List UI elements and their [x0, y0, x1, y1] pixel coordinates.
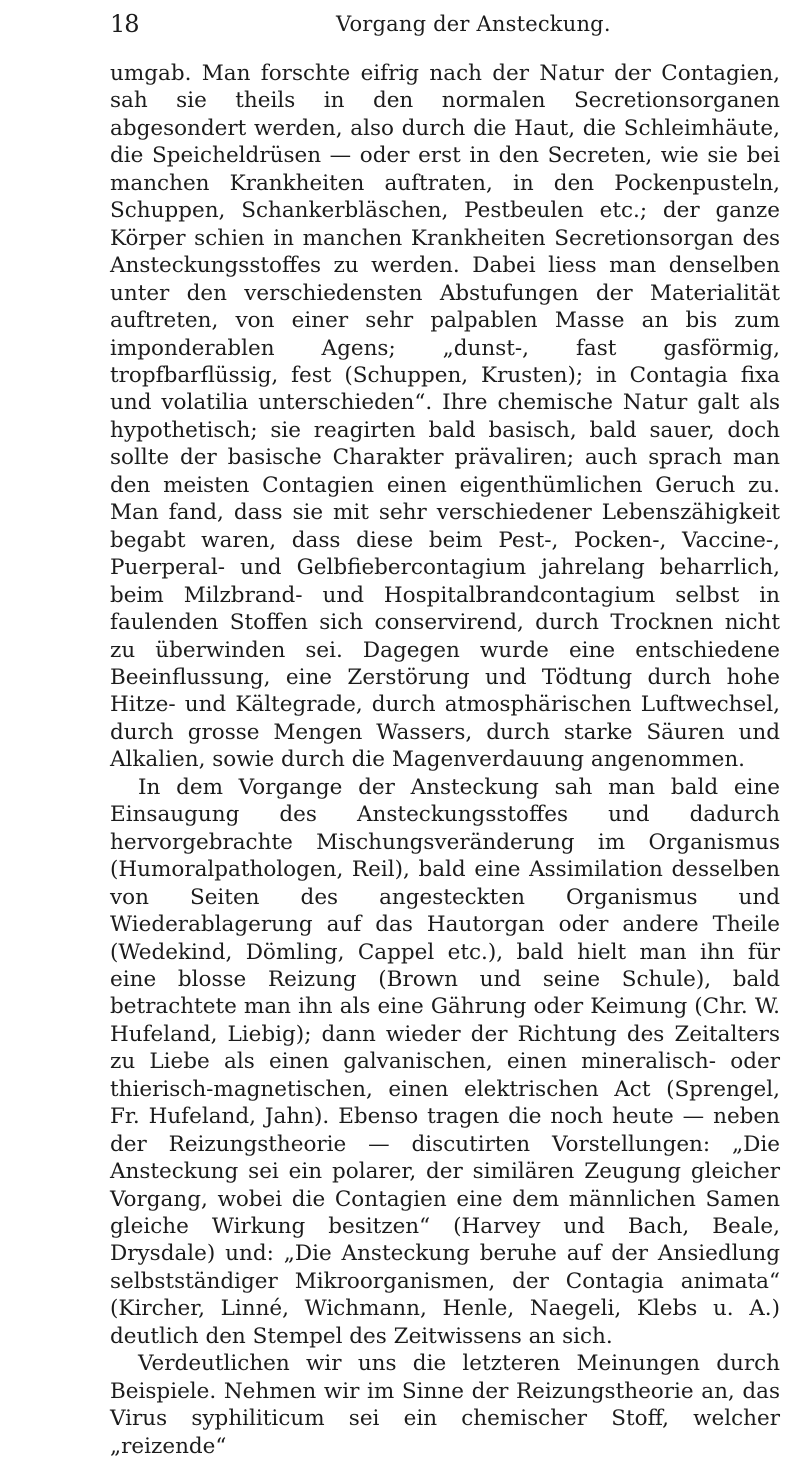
- body-text: [110, 60, 780, 1460]
- paragraph-vorgang-der-ansteckung: In dem Vorgange der Ansteckung sah man bald eine Einsaugung des Ansteckungsstoffes und dadurch hervorgebrachte Mischungsveränderung im Organismus (Humoralpathologen, Reil), bald eine Assimilation desselben von Seiten des angesteckten Organismus und Wiederablagerung auf das Hautorgan oder andere Theile (Wedekind, Dömling, Cappel etc.), bald hielt man ihn für eine blosse Reizung (Brown und seine Schule), bald betrachtete man ihn als eine Gährung oder Keimung (Chr. W. Hufeland, Liebig); dann wieder der Richtung des Zeitalters zu Liebe als einen galvanischen, einen mineralisch- oder thierisch-magnetischen, einen elektrischen Act (Sprengel, Fr. Hufeland, Jahn). Ebenso tragen die noch heute — neben der Reizungstheorie — discutirten Vorstellungen: „Die Ansteckung sei ein polarer, der similären Zeugung gleicher Vorgang, wobei die Contagien eine dem männlichen Samen gleiche Wirkung besitzen“ (Harvey und Bach, Beale, Drysdale) und: „Die Ansteckung beruhe auf der Ansiedlung selbstständiger Mikroorganismen, der Contagia animata“ (Kircher, Linné, Wichmann, Henle, Naegeli, Klebs u. A.) deutlich den Stempel des Zeitwissens an sich.: [110, 774, 780, 1349]
- paragraph-contagien: umgab. Man forschte eifrig nach der Natur der Contagien, sah sie theils in den normalen Secretionsorganen abgesondert werden, also durch die Haut, die Schleimhäute, die Speicheldrüsen — oder erst in den Secreten, wie sie bei manchen Krankheiten auftraten, in den Pockenpusteln, Schuppen, Schankerbläschen, Pestbeulen etc.; der ganze Körper schien in manchen Krankheiten Secretionsorgan des Ansteckungsstoffes zu werden. Dabei liess man denselben unter den verschiedensten Abstufungen der Materialität auftreten, von einer sehr palpablen Masse an bis zum imponderablen Agens; „dunst-, fast gasförmig, tropfbarflüssig, fest (Schuppen, Krusten); in Contagia fixa und volatilia unterschieden“. Ihre chemische Natur galt als hypothetisch; sie reagirten bald basisch, bald sauer, doch sollte der basische Charakter prävaliren; auch sprach man den meisten Contagien einen eigenthümlichen Geruch zu. Man fand, dass sie mit sehr verschiedener Lebenszähigkeit begabt waren, dass diese beim Pest-, Pocken-, Vaccine-, Puerperal- und Gelbfiebercontagium jahrelang beharrlich, beim Milzbrand- und Hospitalbrandcontagium selbst in faulenden Stoffen sich conservirend, durch Trocknen nicht zu überwinden sei. Dagegen wurde eine entschiedene Beeinflussung, eine Zerstörung und Tödtung durch hohe Hitze- und Kältegrade, durch atmosphärischen Luftwechsel, durch grosse Mengen Wassers, durch starke Säuren und Alkalien, sowie durch die Magenverdauung angenommen.: [110, 61, 780, 773]
- paragraph-verdeutlichen: Verdeutlichen wir uns die letzteren Meinungen durch Beispiele. Nehmen wir im Sinne der Reizungstheorie an, das Virus syphiliticum sei ein chemischer Stoff, welcher „reizende“: [110, 1351, 780, 1459]
- page-number: 18: [110, 10, 139, 38]
- running-head: Vorgang der Ansteckung.: [336, 12, 611, 36]
- page-header: [110, 0, 781, 48]
